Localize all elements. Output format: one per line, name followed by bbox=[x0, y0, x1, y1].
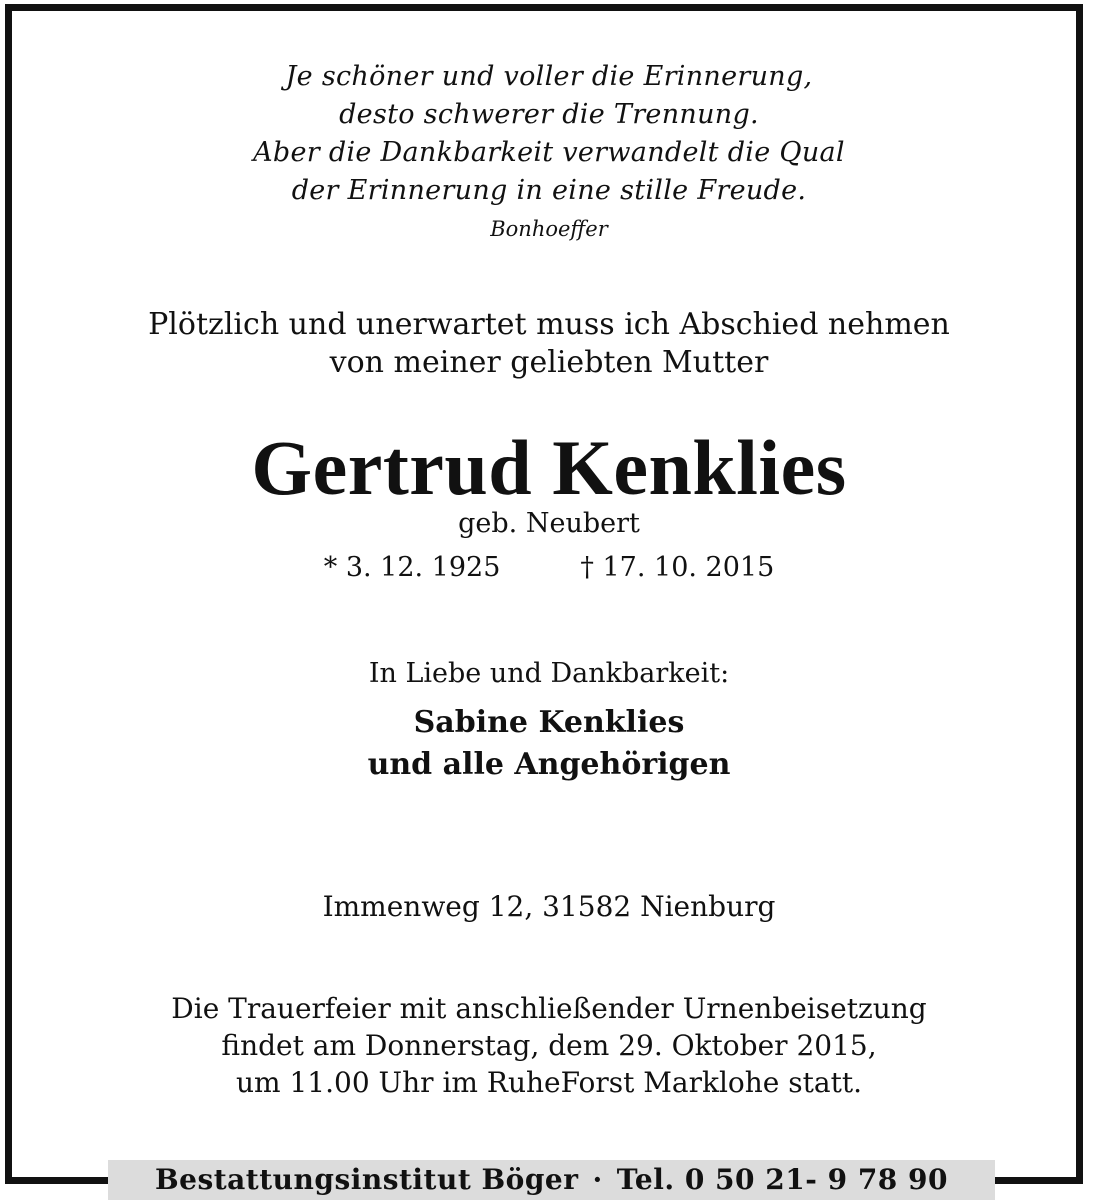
service-line: Die Trauerfeier mit anschließender Urnenbeisetzung bbox=[171, 992, 927, 1025]
funeral-home-name: Bestattungsinstitut Böger bbox=[154, 1163, 579, 1196]
birth-date: * 3. 12. 1925 bbox=[323, 552, 501, 583]
quote-line: desto schwerer die Trennung. bbox=[339, 99, 759, 130]
footer-separator: · bbox=[592, 1163, 603, 1196]
intro-line: Plötzlich und unerwartet muss ich Abschied nehmen bbox=[148, 307, 950, 342]
mourners-names bbox=[0, 702, 1098, 786]
maiden-name: geb. Neubert bbox=[458, 508, 640, 539]
funeral-home-footer bbox=[108, 1160, 995, 1200]
service-line: um 11.00 Uhr im RuheForst Marklohe statt. bbox=[236, 1066, 862, 1099]
announcement-intro bbox=[0, 306, 1098, 382]
quote-line: Je schöner und voller die Erinnerung, bbox=[285, 61, 813, 92]
mourner-line: und alle Angehörigen bbox=[367, 747, 731, 782]
mourners-intro: In Liebe und Dankbarkeit: bbox=[368, 658, 730, 689]
life-dates bbox=[0, 550, 1098, 586]
death-date: † 17. 10. 2015 bbox=[580, 552, 775, 583]
service-line: findet am Donnerstag, dem 29. Oktober 2015, bbox=[221, 1029, 877, 1062]
intro-line: von meiner geliebten Mutter bbox=[329, 345, 769, 380]
funeral-home-phone: Tel. 0 50 21- 9 78 90 bbox=[616, 1163, 949, 1196]
quote-author: Bonhoeffer bbox=[490, 217, 608, 241]
funeral-service-info bbox=[0, 990, 1098, 1101]
quote-line: Aber die Dankbarkeit verwandelt die Qual bbox=[253, 137, 845, 168]
quote-line: der Erinnerung in eine stille Freude. bbox=[291, 175, 807, 206]
mourner-line: Sabine Kenklies bbox=[413, 705, 685, 740]
address: Immenweg 12, 31582 Nienburg bbox=[322, 890, 776, 923]
deceased-name: Gertrud Kenklies bbox=[251, 424, 847, 511]
memorial-quote bbox=[0, 58, 1098, 210]
